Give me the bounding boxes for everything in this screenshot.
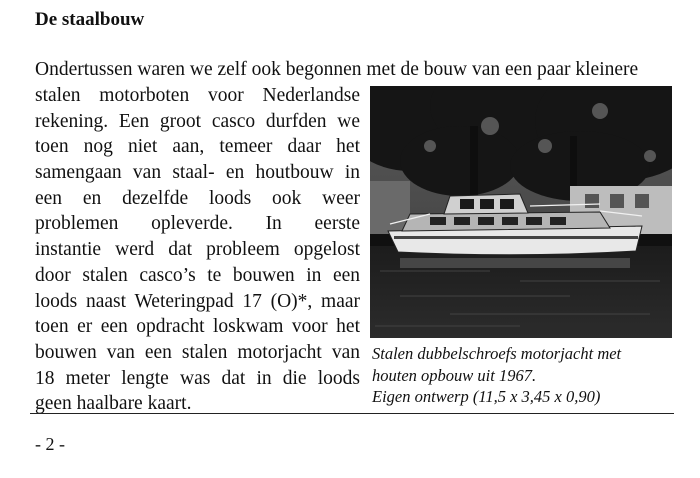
body-line: rekening. Een groot casco durfden we [35,110,360,132]
body-line: instantie werd dat probleem opgelost [35,239,360,261]
caption-line: Eigen ontwerp (11,5 x 3,45 x 0,90) [372,387,601,406]
horizontal-divider [30,413,674,414]
body-line: een en dezelfde loods ook weer [35,187,360,209]
yacht-photo [370,86,672,338]
body-line: samengaan van staal- en houtbouw in [35,162,360,184]
page-number: - 2 - [35,434,65,454]
body-line: geen haalbare kaart. [35,393,192,415]
body-line: 18 meter lengte was dat in die loods [35,367,360,389]
body-line: loods naast Weteringpad 17 (O)*, maar [35,290,360,312]
body-line: bouwen van een stalen motorjacht van [35,341,360,363]
body-line: door stalen casco’s te bouwen in een [35,264,360,286]
caption-line: houten opbouw uit 1967. [372,365,537,385]
body-first-line: Ondertussen waren we zelf ook begonnen met de bouw van een paar kleinere [35,59,639,80]
caption-line: Stalen dubbelschroefs motorjacht met [372,344,622,363]
body-line: problemen opleverde. In eerste [35,213,360,235]
body-text-column [35,83,360,417]
body-line: toen er een opdracht loskwam voor het [35,316,360,338]
section-heading: De staalbouw [35,9,145,30]
body-line: stalen motorboten voor Nederlandse [35,85,360,106]
photo-caption [372,343,672,408]
body-line: toen nog niet aan, temeer daar het [35,136,360,158]
